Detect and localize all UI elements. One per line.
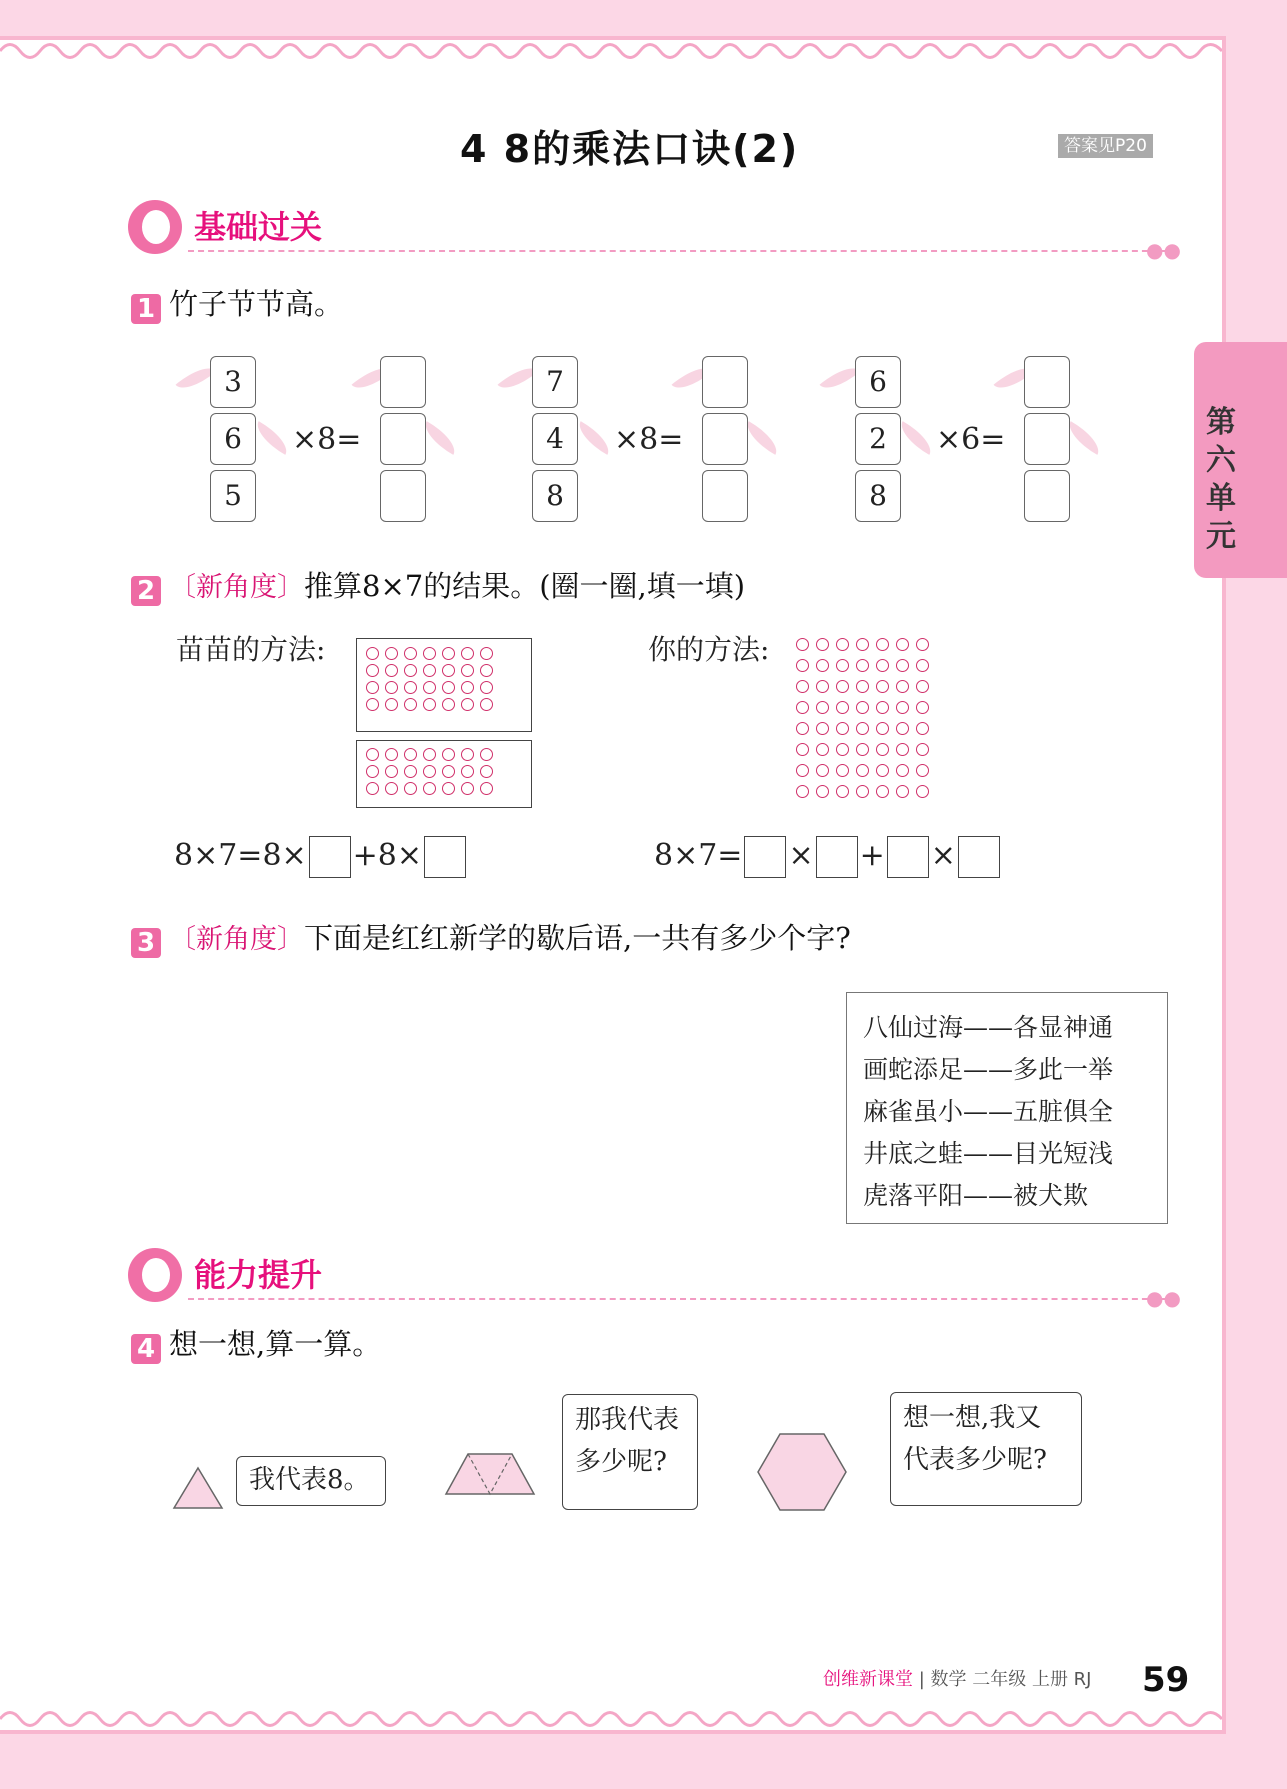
dot-circle [796, 680, 809, 693]
dots-icon: ●● [1146, 1286, 1181, 1310]
dot-grid-c[interactable] [796, 638, 929, 798]
dot-circle [480, 681, 493, 694]
q3-tag: 〔新角度〕 [169, 924, 304, 955]
dot-circle [366, 765, 379, 778]
bubble-line: 代表多少呢? [903, 1445, 1047, 1475]
dot-circle [366, 698, 379, 711]
dot-circle [404, 664, 417, 677]
dot-circle [796, 659, 809, 672]
answer-segment[interactable] [1024, 356, 1070, 408]
dot-circle [461, 664, 474, 677]
answer-segment[interactable] [380, 413, 426, 465]
section-divider [188, 250, 1168, 252]
dot-circle [896, 785, 909, 798]
speech-bubble-2 [562, 1394, 698, 1510]
speech-bubble-1: 我代表8。 [236, 1456, 386, 1506]
section-title: 能力提升 [194, 1256, 323, 1294]
eq-text: + [859, 838, 885, 873]
trapezoid-icon [444, 1452, 536, 1496]
section-divider [188, 1298, 1168, 1300]
dot-circle [385, 664, 398, 677]
dot-circle [816, 722, 829, 735]
dot-circle [404, 782, 417, 795]
answer-segment[interactable] [702, 470, 748, 522]
dot-circle [836, 638, 849, 651]
medal-icon [128, 1248, 182, 1302]
dot-circle [385, 681, 398, 694]
answer-box[interactable] [816, 836, 858, 878]
q1-operator-2: ×8= [614, 422, 684, 457]
bamboo-segment: 8 [532, 470, 578, 522]
q1-operator-1: ×8= [292, 422, 362, 457]
page-number: 59 [1142, 1660, 1190, 1700]
riddle-line: 画蛇添足——多此一举 [863, 1055, 1114, 1084]
dot-circle [856, 743, 869, 756]
bubble-line: 那我代表 [575, 1405, 680, 1435]
dot-circle [480, 748, 493, 761]
q3-heading [131, 918, 851, 960]
dot-circle [876, 680, 889, 693]
dot-circle [366, 782, 379, 795]
unit-tab-label: 第六单元 [1206, 405, 1236, 554]
dot-circle [856, 785, 869, 798]
dot-grid-b [366, 748, 493, 795]
dot-circle [366, 681, 379, 694]
dot-circle [816, 764, 829, 777]
dot-circle [916, 680, 929, 693]
dot-circle [442, 748, 455, 761]
dot-circle [404, 647, 417, 660]
eq-text: 8×7=8× [174, 838, 307, 873]
dot-circle [896, 722, 909, 735]
dot-circle [876, 701, 889, 714]
riddle-line: 八仙过海——各显神通 [863, 1013, 1114, 1042]
dot-circle [896, 659, 909, 672]
riddle-line: 麻雀虽小——五脏俱全 [863, 1097, 1114, 1126]
dot-circle [366, 647, 379, 660]
dot-circle [796, 638, 809, 651]
wavy-border-bottom [0, 1706, 1222, 1732]
dot-circle [916, 785, 929, 798]
footer: 创维新课堂 | 数学 二年级 上册 RJ [823, 1669, 1092, 1690]
dot-circle [836, 743, 849, 756]
answer-box[interactable] [309, 836, 351, 878]
answer-box[interactable] [887, 836, 929, 878]
bamboo-left-3 [855, 356, 901, 527]
q2-left-equation [174, 834, 468, 878]
dot-circle [916, 743, 929, 756]
bamboo-segment: 5 [210, 470, 256, 522]
dot-circle [385, 748, 398, 761]
dot-circle [896, 743, 909, 756]
dot-circle [461, 765, 474, 778]
dot-circle [856, 680, 869, 693]
dot-circle [856, 659, 869, 672]
riddle-line: 虎落平阳——被犬欺 [863, 1181, 1089, 1210]
answer-segment[interactable] [380, 356, 426, 408]
dot-grid-a [366, 647, 493, 711]
dot-circle [896, 764, 909, 777]
dot-circle [816, 659, 829, 672]
q1-text: 竹子节节高。 [169, 287, 344, 321]
dot-circle [423, 748, 436, 761]
dot-circle [461, 782, 474, 795]
dot-circle [856, 701, 869, 714]
dot-circle [796, 764, 809, 777]
riddle-box [846, 992, 1168, 1224]
dot-circle [385, 765, 398, 778]
dot-circle [896, 638, 909, 651]
section-advanced [128, 1248, 1181, 1310]
medal-icon [128, 200, 182, 254]
dot-circle [423, 698, 436, 711]
bamboo-left-1 [210, 356, 256, 527]
eq-text: × [930, 838, 956, 873]
answer-box[interactable] [744, 836, 786, 878]
unit-tab [1194, 342, 1287, 578]
bamboo-segment: 7 [532, 356, 578, 408]
eq-text: 8×7= [654, 838, 743, 873]
dot-circle [916, 659, 929, 672]
answer-segment[interactable] [1024, 470, 1070, 522]
dot-circle [796, 701, 809, 714]
dot-circle [876, 638, 889, 651]
q2-heading [131, 566, 745, 608]
answer-reference: 答案见P20 [1058, 134, 1153, 158]
dot-circle [480, 782, 493, 795]
answer-segment[interactable] [702, 413, 748, 465]
dot-circle [836, 785, 849, 798]
dot-circle [442, 782, 455, 795]
dot-circle [876, 659, 889, 672]
q2-number: 2 [131, 576, 161, 606]
q2-text: 推算8×7的结果。(圈一圈,填一填) [304, 569, 746, 603]
q4-number: 4 [131, 1334, 161, 1364]
footer-brand: 创维新课堂 [823, 1669, 913, 1690]
q2-tag: 〔新角度〕 [169, 572, 304, 603]
dot-circle [461, 748, 474, 761]
bamboo-segment: 2 [855, 413, 901, 465]
page-title: 4 8的乘法口诀(2) [460, 127, 800, 171]
bamboo-answer-2[interactable] [702, 356, 748, 527]
dot-circle [916, 638, 929, 651]
q4-heading [131, 1324, 381, 1364]
dot-circle [423, 765, 436, 778]
bamboo-segment: 4 [532, 413, 578, 465]
dot-circle [856, 638, 869, 651]
dot-circle [442, 765, 455, 778]
dot-circle [480, 765, 493, 778]
q3-text: 下面是红红新学的歇后语,一共有多少个字? [304, 921, 851, 955]
dot-circle [856, 764, 869, 777]
bubble-line: 多少呢? [575, 1447, 667, 1477]
q1-number: 1 [131, 294, 161, 324]
dot-circle [836, 764, 849, 777]
q3-number: 3 [131, 928, 161, 958]
triangle-icon [172, 1466, 224, 1510]
dot-circle [876, 722, 889, 735]
eq-text: × [788, 838, 814, 873]
dot-circle [404, 765, 417, 778]
q4-text: 想一想,算一算。 [169, 1327, 382, 1361]
dot-circle [480, 664, 493, 677]
dot-circle [385, 698, 398, 711]
dot-circle [404, 681, 417, 694]
dot-circle [442, 664, 455, 677]
answer-segment[interactable] [380, 470, 426, 522]
bamboo-segment: 3 [210, 356, 256, 408]
dot-circle [385, 647, 398, 660]
section-title: 基础过关 [194, 208, 323, 246]
dot-circle [876, 785, 889, 798]
dot-circle [836, 722, 849, 735]
speech-bubble-3 [890, 1392, 1082, 1506]
dot-circle [836, 659, 849, 672]
dot-circle [816, 680, 829, 693]
bamboo-segment: 6 [855, 356, 901, 408]
dots-icon: ●● [1146, 238, 1181, 262]
hexagon-icon [756, 1432, 848, 1512]
dot-circle [423, 647, 436, 660]
dot-circle [461, 647, 474, 660]
dot-circle [896, 701, 909, 714]
eq-text: +8× [352, 838, 423, 873]
q2-left-label: 苗苗的方法: [176, 633, 326, 666]
dot-circle [796, 722, 809, 735]
bamboo-answer-3[interactable] [1024, 356, 1070, 527]
dot-circle [816, 743, 829, 756]
dot-circle [816, 785, 829, 798]
dot-circle [366, 664, 379, 677]
dot-circle [876, 764, 889, 777]
dot-circle [366, 748, 379, 761]
dot-circle [442, 647, 455, 660]
dot-circle [385, 782, 398, 795]
section-basic [128, 200, 1181, 262]
dot-circle [916, 764, 929, 777]
dot-circle [461, 698, 474, 711]
dot-circle [796, 785, 809, 798]
q2-right-label: 你的方法: [648, 633, 770, 666]
dot-circle [423, 782, 436, 795]
bubble-line: 想一想,我又 [903, 1403, 1042, 1433]
dot-circle [480, 698, 493, 711]
dot-circle [816, 701, 829, 714]
answer-segment[interactable] [702, 356, 748, 408]
dot-circle [404, 748, 417, 761]
bamboo-segment: 8 [855, 470, 901, 522]
answer-box[interactable] [958, 836, 1000, 878]
dot-circle [461, 681, 474, 694]
q1-heading [131, 284, 343, 324]
bamboo-left-2 [532, 356, 578, 527]
dot-circle [876, 743, 889, 756]
dot-circle [796, 743, 809, 756]
dot-circle [423, 664, 436, 677]
dot-circle [816, 638, 829, 651]
dot-circle [836, 680, 849, 693]
footer-info: 数学 二年级 上册 RJ [930, 1669, 1092, 1690]
dot-circle [856, 722, 869, 735]
dot-circle [442, 681, 455, 694]
dot-circle [916, 701, 929, 714]
dot-circle [404, 698, 417, 711]
dot-circle [916, 722, 929, 735]
q1-operator-3: ×6= [936, 422, 1006, 457]
q2-right-equation [654, 834, 1002, 878]
dot-circle [836, 701, 849, 714]
answer-segment[interactable] [1024, 413, 1070, 465]
dot-circle [423, 681, 436, 694]
dot-circle [480, 647, 493, 660]
dot-circle [442, 698, 455, 711]
dot-circle [896, 680, 909, 693]
wavy-border-top [0, 38, 1222, 64]
bamboo-segment: 6 [210, 413, 256, 465]
riddle-line: 井底之蛙——目光短浅 [863, 1139, 1114, 1168]
answer-box[interactable] [424, 836, 466, 878]
bamboo-answer-1[interactable] [380, 356, 426, 527]
